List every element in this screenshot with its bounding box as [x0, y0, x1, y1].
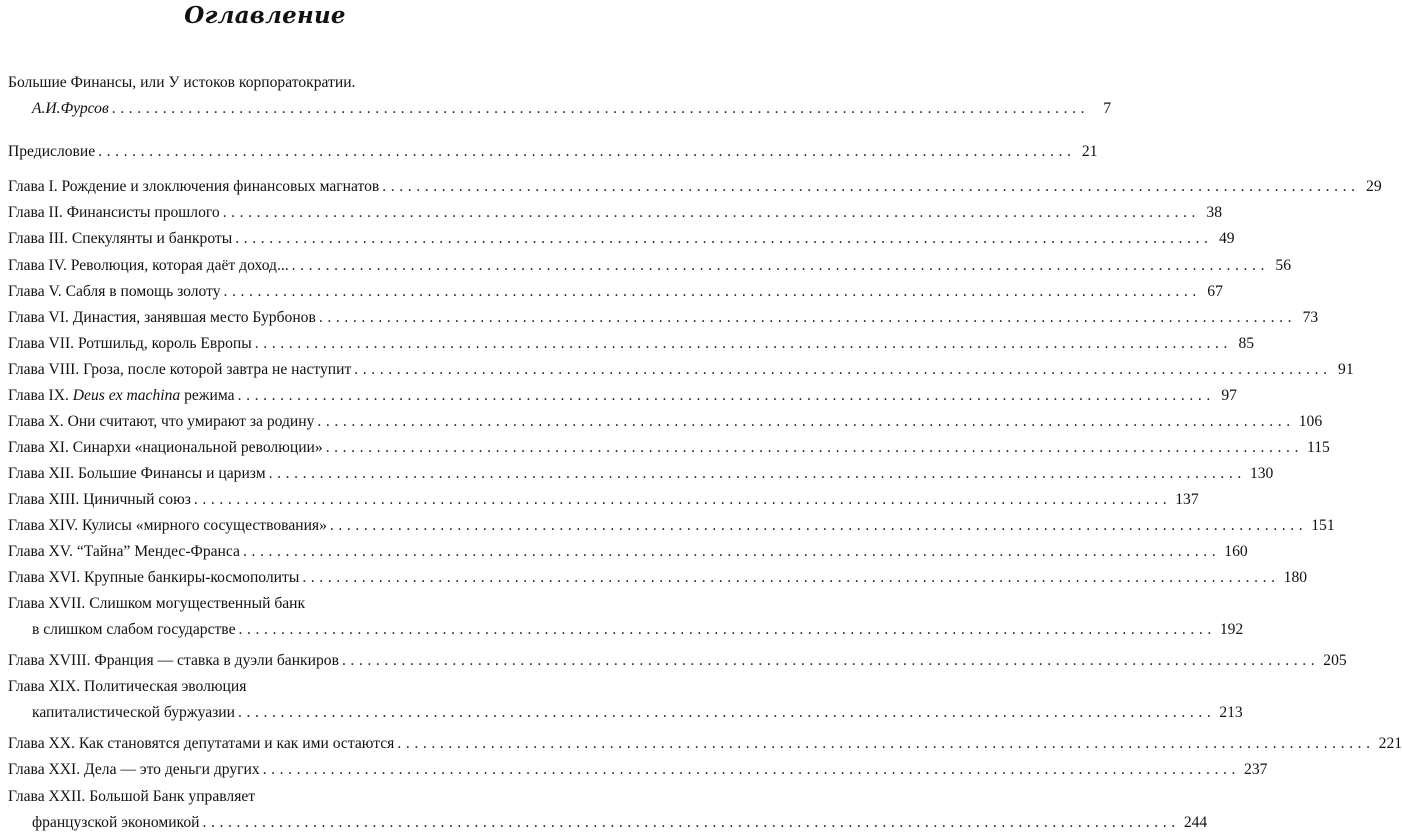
page-number: 67: [1205, 279, 1223, 305]
toc-entry-title: А.И.Фурсов: [32, 96, 109, 122]
dot-leader: ...................................................................................................................: [223, 200, 1200, 226]
toc-entry-title: Глава XX. Как становятся депутатами и как ими остаются: [8, 731, 394, 757]
dot-leader: ...................................................................................................................: [269, 461, 1246, 487]
page-number: 97: [1219, 383, 1237, 409]
toc-entry[interactable]: [8, 357, 516, 383]
dot-leader: ...................................................................................................................: [243, 539, 1220, 565]
toc-entry-line: [8, 487, 516, 513]
toc-entry[interactable]: [8, 784, 516, 835]
toc-entry-title: Глава XIX. Политическая эволюция: [8, 674, 516, 700]
toc-entry-title: капиталистической буржуазии: [32, 700, 235, 726]
dot-leader: ...................................................................................................................: [235, 226, 1212, 252]
page-number: 221: [1379, 731, 1402, 757]
toc-entry-line: [8, 810, 516, 835]
toc-entry[interactable]: [8, 461, 516, 487]
toc-entry-line: [8, 279, 516, 305]
page-number: 73: [1300, 305, 1318, 331]
toc-entry[interactable]: [8, 331, 516, 357]
toc-entry-line: [8, 700, 516, 726]
dot-leader: ...................................................................................................................: [112, 96, 1089, 122]
page-number: 115: [1307, 435, 1330, 461]
toc-entry-title: Глава XXI. Дела — это деньги других: [8, 757, 260, 783]
toc-entry-title: Глава XV. “Тайна” Мендес-Франса: [8, 539, 240, 565]
toc-entry-line: [8, 174, 516, 200]
dot-leader: ...................................................................................................................: [194, 487, 1171, 513]
toc-entry-line: [8, 435, 516, 461]
toc-entry-line: [8, 305, 516, 331]
dot-leader: ...................................................................................................................: [239, 617, 1216, 643]
toc-entry-line: [8, 565, 516, 591]
dot-leader: ...................................................................................................................: [397, 731, 1374, 757]
toc-entry-line: [8, 757, 516, 783]
toc-entry[interactable]: [8, 200, 516, 226]
page-number: 49: [1217, 226, 1235, 252]
toc-entry[interactable]: [8, 383, 516, 409]
dot-leader: ...................................................................................................................: [224, 279, 1201, 305]
toc-entry-line: [8, 253, 516, 279]
dot-leader: ...................................................................................................................: [292, 253, 1269, 279]
toc-entry[interactable]: [8, 174, 516, 200]
toc-entry-line: [8, 539, 516, 565]
toc-entry[interactable]: [8, 226, 516, 252]
toc-entry-title-emphasis: Deus ex machina: [73, 387, 180, 404]
toc-entry[interactable]: [8, 674, 516, 725]
toc-entry-title: Глава VI. Династия, занявшая место Бурбонов: [8, 305, 316, 331]
toc-entry[interactable]: [8, 435, 516, 461]
dot-leader: ...................................................................................................................: [330, 513, 1307, 539]
toc-entry-title: Глава XIV. Кулисы «мирного сосуществования»: [8, 513, 327, 539]
dot-leader: ...................................................................................................................: [263, 757, 1240, 783]
toc-entry-title-suffix: режима: [180, 387, 234, 404]
dot-leader: ...................................................................................................................: [342, 648, 1319, 674]
page-number: 180: [1284, 565, 1307, 591]
toc-entry[interactable]: [8, 70, 516, 121]
toc-entry-title: Большие Финансы, или У истоков корпоратократии.: [8, 70, 516, 96]
toc-entry-title: Глава I. Рождение и злоключения финансовых магнатов: [8, 174, 379, 200]
page-number: 7: [1093, 96, 1111, 122]
toc-entry-title: Глава XII. Большие Финансы и царизм: [8, 461, 266, 487]
page-number: 213: [1219, 700, 1242, 726]
page-number: 244: [1184, 810, 1207, 835]
dot-leader: ...................................................................................................................: [238, 700, 1215, 726]
page-number: 237: [1244, 757, 1267, 783]
toc-entry-line: [8, 409, 516, 435]
toc-entry-line: [8, 513, 516, 539]
page-number: 29: [1364, 174, 1382, 200]
toc-entry[interactable]: [8, 139, 516, 165]
toc-entry[interactable]: [8, 487, 516, 513]
page-number: 205: [1323, 648, 1346, 674]
toc-entry-title: Глава VII. Ротшильд, король Европы: [8, 331, 252, 357]
page-number: 192: [1220, 617, 1243, 643]
toc-page: [0, 0, 530, 834]
toc-entry-title-prefix: Глава IX.: [8, 387, 73, 404]
toc-entry[interactable]: [8, 565, 516, 591]
toc-entry[interactable]: [8, 409, 516, 435]
dot-leader: ...................................................................................................................: [302, 565, 1279, 591]
page-number: 56: [1273, 253, 1291, 279]
dot-leader: ...................................................................................................................: [202, 810, 1179, 835]
toc-entry[interactable]: [8, 757, 516, 783]
page-title: Оглавление: [0, 2, 530, 30]
toc-entry-title: Глава VIII. Гроза, после которой завтра не наступит: [8, 357, 351, 383]
dot-leader: ...................................................................................................................: [382, 174, 1359, 200]
toc-entry[interactable]: [8, 279, 516, 305]
page-number: 137: [1175, 487, 1198, 513]
toc-entry-line: [8, 331, 516, 357]
toc-entry-title: французской экономикой: [32, 810, 199, 835]
toc-entry-title: Глава XIII. Циничный союз: [8, 487, 191, 513]
dot-leader: ...................................................................................................................: [326, 435, 1303, 461]
page-number: 151: [1311, 513, 1334, 539]
toc-entry-line: [8, 731, 516, 757]
toc-entry-title: Предисловие: [8, 139, 95, 165]
page-number: 91: [1336, 357, 1354, 383]
toc-entry-title: [8, 383, 235, 409]
dot-leader: ...................................................................................................................: [238, 383, 1215, 409]
toc-entry-title: Глава XVI. Крупные банкиры-космополиты: [8, 565, 299, 591]
page-number: 106: [1299, 409, 1322, 435]
toc-entry[interactable]: [8, 731, 516, 757]
toc-entry-title: Глава XXII. Большой Банк управляет: [8, 784, 516, 810]
toc-entry-title: Глава XI. Синархи «национальной революции»: [8, 435, 323, 461]
toc-entry-line: [8, 226, 516, 252]
dot-leader: ...................................................................................................................: [317, 409, 1294, 435]
page-number: 160: [1224, 539, 1247, 565]
toc-entry-line: [8, 648, 516, 674]
toc-entry-title: Глава XVIII. Франция — ставка в дуэли банкиров: [8, 648, 339, 674]
toc-entry-title: Глава II. Финансисты прошлого: [8, 200, 220, 226]
toc-entry-line: [8, 383, 516, 409]
toc-entry-line: [8, 139, 516, 165]
toc-entry-title: Глава III. Спекулянты и банкроты: [8, 226, 232, 252]
dot-leader: ...................................................................................................................: [354, 357, 1331, 383]
toc-entry[interactable]: [8, 591, 516, 642]
toc-entry-line: [8, 200, 516, 226]
toc-entry-title: в слишком слабом государстве: [32, 617, 236, 643]
toc-entry[interactable]: [8, 253, 516, 279]
toc-entry-line: [8, 617, 516, 643]
dot-leader: ...................................................................................................................: [255, 331, 1232, 357]
toc-entry-line: [8, 461, 516, 487]
toc-entry-title: Глава X. Они считают, что умирают за родину: [8, 409, 314, 435]
toc-entry-title: Глава XVII. Слишком могущественный банк: [8, 591, 516, 617]
toc-entry-line: [8, 357, 516, 383]
page-number: 85: [1236, 331, 1254, 357]
toc-entry[interactable]: [8, 539, 516, 565]
toc-entry-title: Глава IV. Революция, которая даёт доход...: [8, 253, 289, 279]
toc-entry[interactable]: [8, 513, 516, 539]
dot-leader: ...................................................................................................................: [319, 305, 1296, 331]
toc-entry-line: [8, 96, 516, 122]
page-number: 130: [1250, 461, 1273, 487]
page-number: 38: [1204, 200, 1222, 226]
dot-leader: ...................................................................................................................: [98, 139, 1075, 165]
toc-entry[interactable]: [8, 305, 516, 331]
toc-entry-title: Глава V. Сабля в помощь золоту: [8, 279, 221, 305]
toc-entry[interactable]: [8, 648, 516, 674]
page-number: 21: [1080, 139, 1098, 165]
